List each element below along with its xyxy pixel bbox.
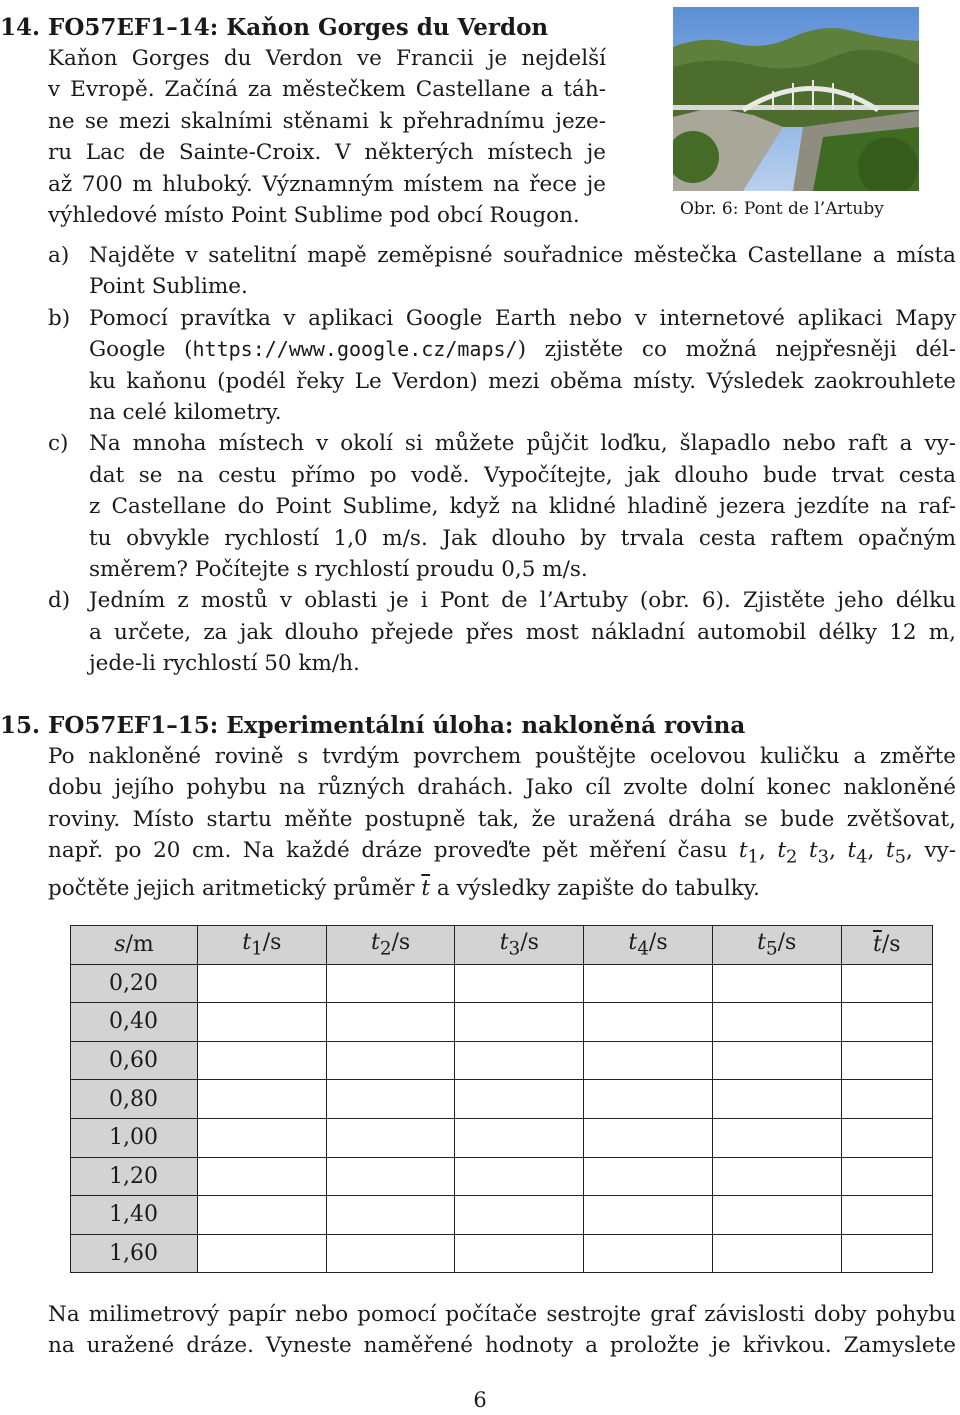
text-line: Po nakloněné rovině s tvrdým povrchem pouštějte ocelovou kuličku a změřte — [48, 744, 956, 769]
table-header-row — [71, 926, 933, 965]
section-14-title: 14. FO57EF1–14: Kaňon Gorges du Verdon — [0, 14, 549, 41]
figure-caption: Obr. 6: Pont de l’Artuby — [680, 199, 884, 219]
text-line: roviny. Místo startu měňte postupně tak, že uražená dráha se bude zvětšovat, — [48, 806, 956, 832]
item-line: jede-li rychlostí 50 km/h. — [89, 651, 360, 677]
empty-cell[interactable] — [455, 1003, 584, 1042]
empty-cell[interactable] — [198, 1118, 327, 1157]
item-line: Point Sublime. — [89, 274, 248, 300]
distance-cell: 0,60 — [71, 1041, 198, 1080]
item-line: Pomocí pravítka v aplikaci Google Earth nebo v internetové aplikaci Mapy — [89, 305, 956, 331]
empty-cell[interactable] — [584, 964, 713, 1003]
empty-cell[interactable] — [198, 1041, 327, 1080]
column-header — [712, 926, 841, 965]
text-run: , — [867, 838, 886, 864]
section-15-title: 15. FO57EF1–15: Experimentální úloha: nakloněná rovina — [0, 712, 746, 739]
empty-cell[interactable] — [198, 964, 327, 1003]
table-row — [71, 1118, 933, 1157]
text-run: , — [758, 838, 778, 864]
section-15-text — [48, 741, 956, 904]
empty-cell[interactable] — [712, 1118, 841, 1157]
item-label: a) — [48, 243, 70, 268]
intro-line: ne se mezi skalními stěnami k přehradnímu jeze- — [48, 108, 606, 134]
section-14-intro — [48, 43, 606, 231]
distance-cell: 0,20 — [71, 964, 198, 1003]
text-line — [48, 873, 956, 904]
item-line: Najděte v satelitní mapě zeměpisné souřadnice městečka Castellane a místa — [89, 243, 956, 268]
table-row — [71, 1234, 933, 1273]
empty-cell[interactable] — [712, 1003, 841, 1042]
empty-cell[interactable] — [326, 1157, 455, 1196]
column-header — [198, 926, 327, 965]
section-15-after-text — [48, 1299, 956, 1362]
item-line: na celé kilometry. — [89, 400, 282, 426]
header-var: t — [499, 930, 509, 956]
item-label: b) — [48, 305, 71, 331]
empty-cell[interactable] — [584, 1041, 713, 1080]
table-row — [71, 1041, 933, 1080]
empty-cell[interactable] — [584, 1234, 713, 1273]
intro-line: v Evropě. Začíná za městečkem Castellane a táh- — [48, 77, 606, 103]
empty-cell[interactable] — [712, 964, 841, 1003]
empty-cell[interactable] — [712, 1041, 841, 1080]
empty-cell[interactable] — [712, 1157, 841, 1196]
empty-cell[interactable] — [198, 1157, 327, 1196]
text-run: , — [829, 838, 848, 864]
item-label: d) — [48, 588, 71, 614]
item-label: c) — [48, 431, 69, 457]
column-header — [455, 926, 584, 965]
empty-cell[interactable] — [584, 1196, 713, 1235]
item-line: Jedním z mostů v oblasti je i Pont de l’Artuby (obr. 6). Zjistěte jeho délku — [89, 588, 956, 614]
distance-cell: 0,40 — [71, 1003, 198, 1042]
var-t: t — [885, 838, 895, 864]
page-number: 6 — [473, 1388, 487, 1412]
empty-cell[interactable] — [455, 1196, 584, 1235]
text-line: dobu jejího pohybu na různých drahách. Jako cíl zvolte dolní konec nakloněné — [48, 775, 956, 801]
text-run: Google ( — [89, 337, 193, 363]
empty-cell[interactable] — [455, 1157, 584, 1196]
empty-cell[interactable] — [841, 1080, 932, 1119]
intro-line: ru Lac de Sainte-Croix. V některých místech je — [48, 140, 606, 166]
header-subscript: 3 — [508, 938, 521, 960]
text-line: na uražené dráze. Vyneste naměřené hodnoty a proložte je křivkou. Zamyslete — [48, 1333, 956, 1359]
empty-cell[interactable] — [584, 1080, 713, 1119]
empty-cell[interactable] — [841, 1118, 932, 1157]
task-list — [48, 240, 956, 680]
table-row — [71, 1080, 933, 1119]
distance-cell: 1,00 — [71, 1118, 198, 1157]
header-subscript: 2 — [379, 938, 392, 960]
distance-cell: 1,40 — [71, 1196, 198, 1235]
header-subscript: 1 — [251, 938, 263, 960]
text-run: např. po 20 cm. Na každé dráze proveďte pět měření času — [48, 838, 739, 864]
header-unit: /m — [125, 932, 154, 958]
column-header — [584, 926, 713, 965]
subscript: 3 — [817, 846, 830, 868]
header-var: s — [114, 932, 126, 958]
column-header — [841, 926, 932, 965]
subscript: 2 — [786, 846, 798, 868]
text-line: Na milimetrový papír nebo pomocí počítače sestrojte graf závislosti doby pohybu — [48, 1302, 956, 1327]
header-var: $\overline{t}$ — [873, 932, 882, 958]
empty-cell[interactable] — [841, 1003, 932, 1042]
bridge-photo — [673, 7, 919, 191]
empty-cell[interactable] — [455, 1118, 584, 1157]
var-t-mean: $\overline{t}$ — [421, 875, 431, 901]
item-line: a určete, za jak dlouho přejede přes most nákladní automobil délky 12 m, — [89, 619, 956, 645]
item-line: tu obvykle rychlostí 1,0 m/s. Jak dlouho by trvala cesta raftem opačným — [89, 525, 956, 551]
text-run: a výsledky zapište do tabulky. — [430, 875, 760, 901]
distance-cell: 0,80 — [71, 1080, 198, 1119]
empty-cell[interactable] — [841, 1234, 932, 1273]
text-run — [797, 838, 809, 863]
var-t: t — [809, 838, 818, 864]
item-line: Na mnoha místech v okolí si můžete půjčit loďku, šlapadlo nebo raft a vy- — [89, 431, 956, 457]
text-run: počtěte jejich aritmetický průměr — [48, 875, 422, 901]
header-subscript: 4 — [637, 938, 649, 960]
column-header — [71, 926, 198, 965]
header-unit: /s — [520, 930, 539, 956]
task-item-c — [48, 428, 956, 585]
empty-cell[interactable] — [584, 1157, 713, 1196]
empty-cell[interactable] — [841, 1157, 932, 1196]
empty-cell[interactable] — [198, 1080, 327, 1119]
empty-cell[interactable] — [455, 964, 584, 1003]
var-t: t — [777, 838, 787, 864]
header-subscript: 5 — [765, 938, 778, 960]
var-t: t — [847, 838, 857, 864]
empty-cell[interactable] — [326, 1118, 455, 1157]
item-line — [89, 334, 956, 365]
empty-cell[interactable] — [326, 1041, 455, 1080]
empty-cell[interactable] — [455, 1234, 584, 1273]
header-var: t — [757, 930, 766, 956]
empty-cell[interactable] — [712, 1196, 841, 1235]
header-unit: /s — [391, 930, 411, 956]
var-t: t — [738, 838, 748, 864]
item-line: směrem? Počítejte s rychlostí proudu 0,5 m/s. — [89, 557, 588, 583]
header-unit: /s — [881, 932, 901, 958]
empty-cell[interactable] — [712, 1234, 841, 1273]
text-line — [48, 835, 956, 873]
task-item-a — [48, 240, 956, 303]
header-var: t — [628, 930, 638, 956]
empty-cell[interactable] — [326, 1196, 455, 1235]
text-run: ) zjistěte co možná nejpřesněji dél- — [517, 337, 956, 363]
table-row — [71, 1196, 933, 1235]
header-unit: /s — [777, 930, 797, 956]
header-unit: /s — [262, 930, 282, 956]
empty-cell[interactable] — [584, 1118, 713, 1157]
header-var: t — [370, 930, 380, 956]
empty-cell[interactable] — [198, 1234, 327, 1273]
task-item-d — [48, 585, 956, 679]
task-item-b — [48, 303, 956, 429]
table-row — [71, 1003, 933, 1042]
empty-cell[interactable] — [455, 1041, 584, 1080]
header-unit: /s — [648, 930, 668, 956]
empty-cell[interactable] — [841, 964, 932, 1003]
empty-cell[interactable] — [326, 1234, 455, 1273]
column-header — [326, 926, 455, 965]
table-row — [71, 1157, 933, 1196]
intro-line: až 700 m hluboký. Významným místem na řece je — [48, 171, 606, 197]
header-var: t — [242, 930, 252, 956]
empty-cell[interactable] — [841, 1041, 932, 1080]
empty-cell[interactable] — [841, 1196, 932, 1235]
subscript: 1 — [747, 846, 759, 868]
item-line: ku kaňonu (podél řeky Le Verdon) mezi oběma místy. Výsledek zaokrouhlete — [89, 368, 956, 394]
distance-cell: 1,20 — [71, 1157, 198, 1196]
empty-cell[interactable] — [455, 1080, 584, 1119]
item-line: dat se na cestu přímo po vodě. Vypočítejte, jak dlouho bude trvat cesta — [89, 462, 956, 488]
empty-cell[interactable] — [326, 1003, 455, 1042]
subscript: 5 — [894, 846, 907, 868]
intro-line: výhledové místo Point Sublime pod obcí Rougon. — [48, 203, 580, 229]
table-row — [71, 964, 933, 1003]
empty-cell[interactable] — [584, 1003, 713, 1042]
empty-cell[interactable] — [326, 964, 455, 1003]
measurement-table — [70, 925, 933, 1273]
empty-cell[interactable] — [198, 1003, 327, 1042]
maps-url-link[interactable]: https://www.google.cz/maps/ — [192, 337, 518, 362]
intro-line: Kaňon Gorges du Verdon ve Francii je nejdelší — [48, 46, 606, 71]
text-run: , vy- — [906, 838, 957, 864]
distance-cell: 1,60 — [71, 1234, 198, 1273]
subscript: 4 — [856, 846, 868, 868]
item-line: z Castellane do Point Sublime, když na klidné hladině jezera jezdíte na raf- — [89, 494, 956, 520]
empty-cell[interactable] — [198, 1196, 327, 1235]
empty-cell[interactable] — [326, 1080, 455, 1119]
empty-cell[interactable] — [712, 1080, 841, 1119]
